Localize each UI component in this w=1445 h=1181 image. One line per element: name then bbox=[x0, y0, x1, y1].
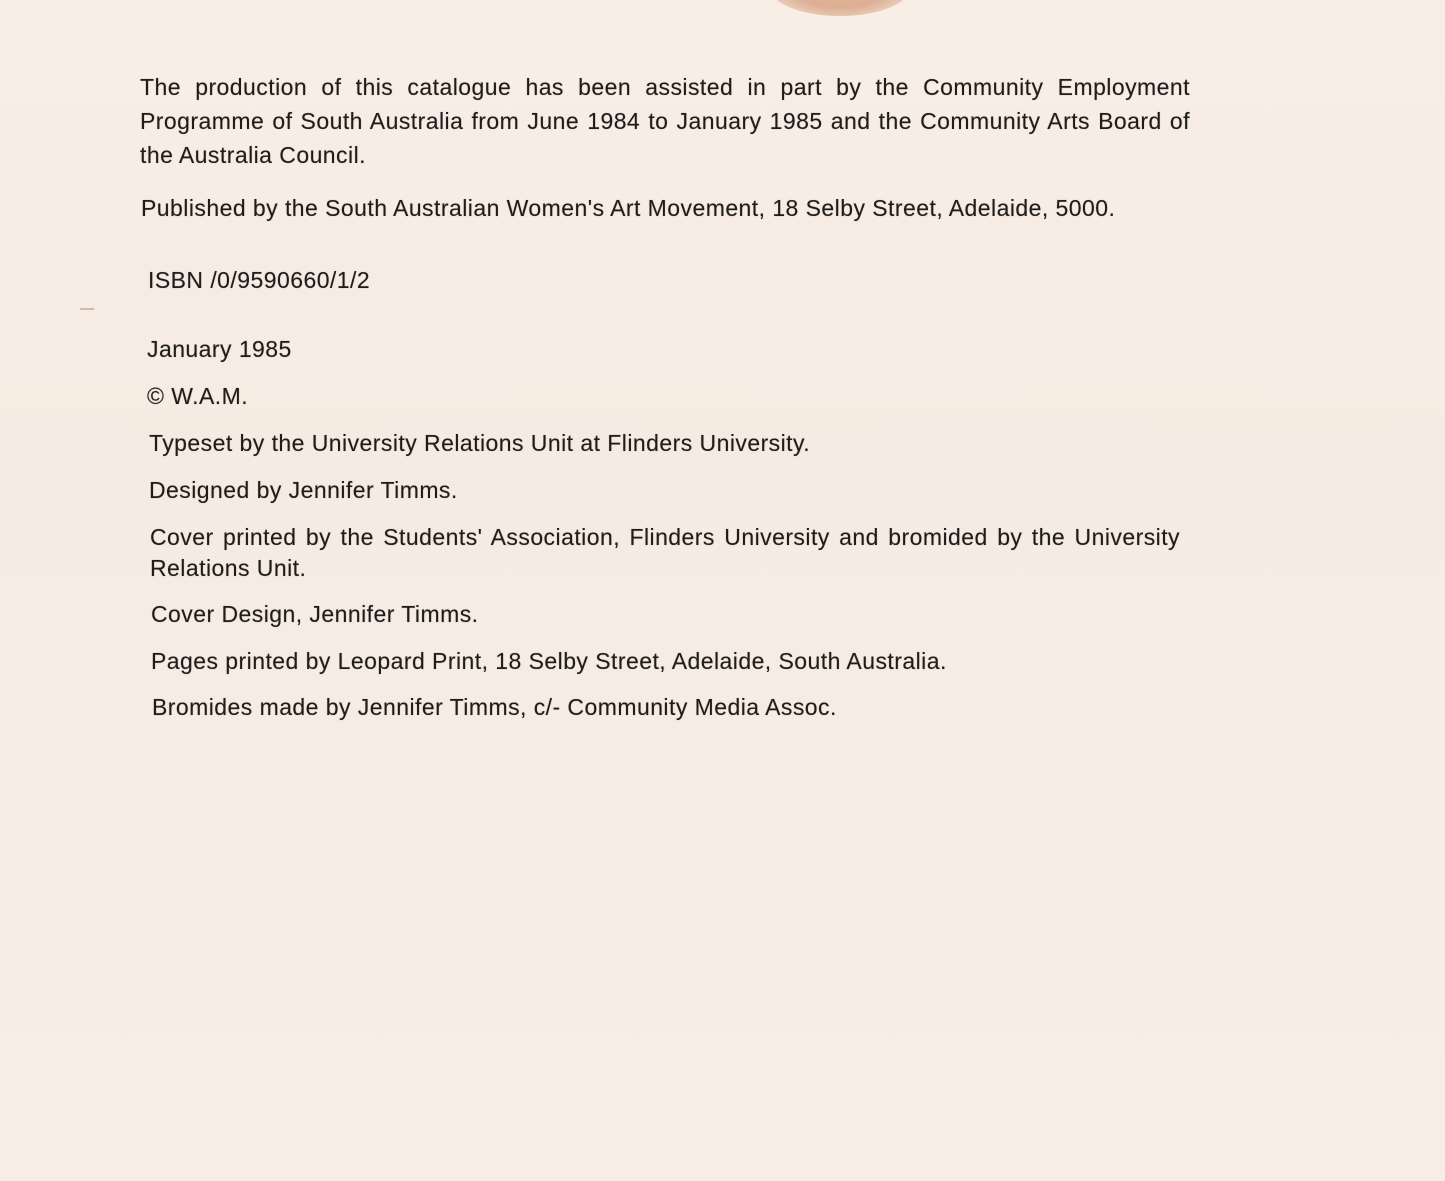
paper-speck bbox=[80, 308, 94, 310]
typeset-credit: Typeset by the University Relations Unit at Flinders University. bbox=[149, 430, 811, 456]
bromides-credit: Bromides made by Jennifer Timms, c/- Community Media Assoc. bbox=[152, 694, 837, 720]
isbn: ISBN /0/9590660/1/2 bbox=[148, 267, 371, 293]
fingertip bbox=[770, 0, 910, 16]
cover-printed-paragraph: Cover printed by the Students' Association, Flinders University and bromided by the University Relations Unit. bbox=[150, 524, 1180, 581]
pages-printed-credit: Pages printed by Leopard Print, 18 Selby Street, Adelaide, South Australia. bbox=[151, 648, 947, 674]
designer-credit: Designed by Jennifer Timms. bbox=[149, 477, 458, 503]
copyright-notice: © W.A.M. bbox=[147, 383, 249, 409]
production-assistance-paragraph: The production of this catalogue has been assisted in part by the Community Employment Programme of South Australia from June 1984 to January 1985 and the Community Arts Board of the Australia Council. bbox=[140, 74, 1190, 168]
publication-date: January 1985 bbox=[147, 336, 292, 362]
cover-design-credit: Cover Design, Jennifer Timms. bbox=[151, 601, 479, 627]
published-by-paragraph: Published by the South Australian Women's Art Movement, 18 Selby Street, Adelaide, 5000. bbox=[141, 195, 1116, 221]
